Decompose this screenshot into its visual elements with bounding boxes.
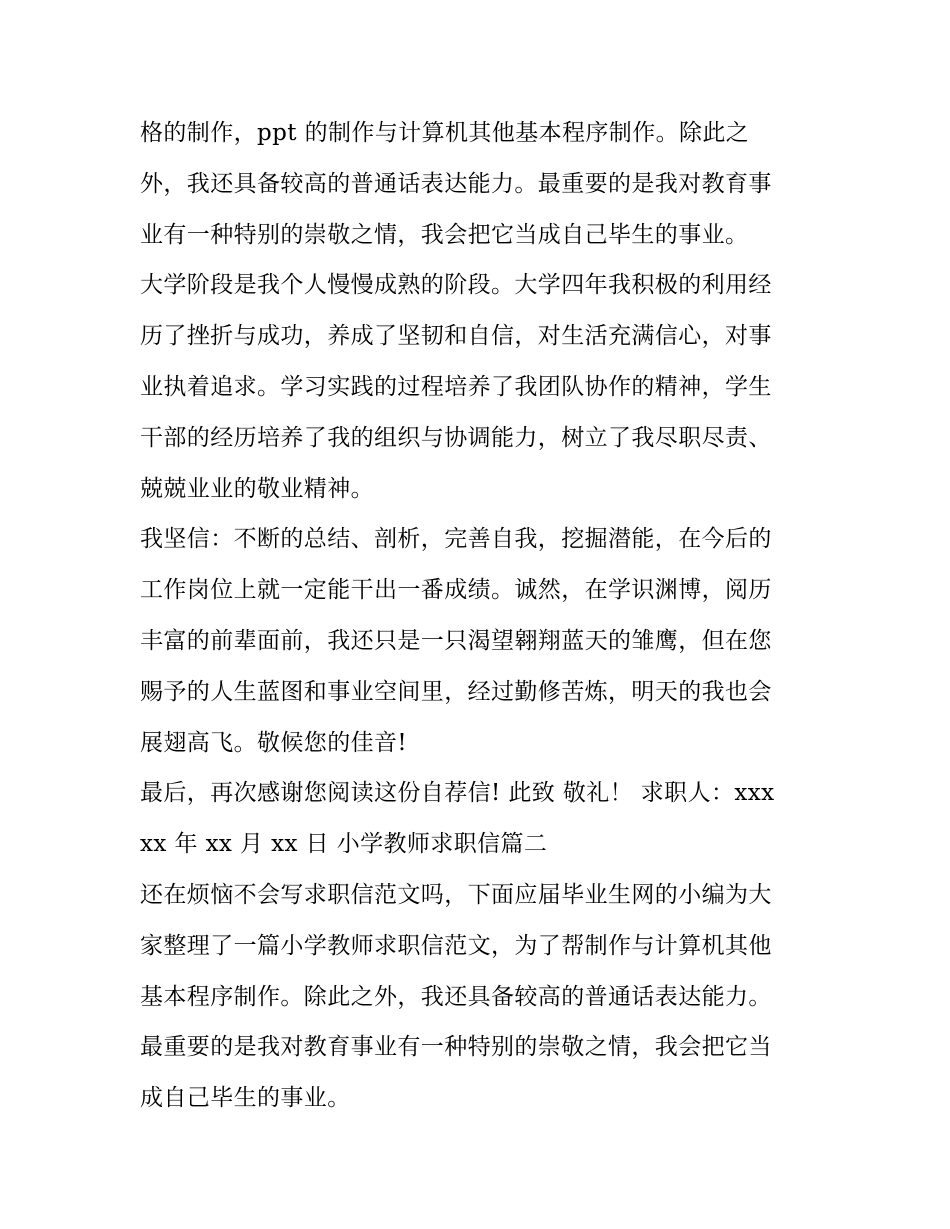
text-line: 大学阶段是我个人慢慢成熟的阶段。大学四年我积极的利用经 [140,272,772,299]
text-line: 历了挫折与成功，养成了坚韧和自信，对生活充满信心，对事 [140,323,772,350]
text-line: 赐予的人生蓝图和事业空间里，经过勤修苦炼，明天的我也会 [140,678,772,705]
text-line: 成自己毕生的事业。 [140,1085,351,1112]
text-line: 业执着追求。学习实践的过程培养了我团队协作的精神，学生 [140,373,772,400]
text-line: 工作岗位上就一定能干出一番成绩。诚然，在学识渊博，阅历 [140,577,772,604]
text-line: 家整理了一篇小学教师求职信范文，为了帮制作与计算机其他 [140,932,772,959]
document-body [140,108,820,1124]
text-line: 最后，再次感谢您阅读这份自荐信! 此致 敬礼！ 求职人：xxx [140,780,775,807]
text-line: 最重要的是我对教育事业有一种特别的崇敬之情，我会把它当 [140,1034,772,1061]
text-line: 丰富的前辈面前，我还只是一只渴望翱翔蓝天的雏鹰，但在您 [140,627,772,654]
text-line: 兢兢业业的敬业精神。 [140,475,374,502]
text-line: 外，我还具备较高的普通话表达能力。最重要的是我对教育事 [140,170,772,197]
text-line: 干部的经历培养了我的组织与协调能力，树立了我尽职尽责、 [140,424,772,451]
text-line: xx 年 xx 月 xx 日 小学教师求职信篇二 [140,831,548,858]
text-line: 格的制作，ppt 的制作与计算机其他基本程序制作。除此之 [140,120,750,146]
text-line: 我坚信：不断的总结、剖析，完善自我，挖掘潜能，在今后的 [140,526,772,553]
text-line: 业有一种特别的崇敬之情，我会把它当成自己毕生的事业。 [140,221,749,248]
text-line: 展翅高飞。敬候您的佳音! [140,729,408,756]
text-line: 基本程序制作。除此之外，我还具备较高的普通话表达能力。 [140,983,772,1010]
text-line: 还在烦恼不会写求职信范文吗，下面应届毕业生网的小编为大 [140,881,772,908]
